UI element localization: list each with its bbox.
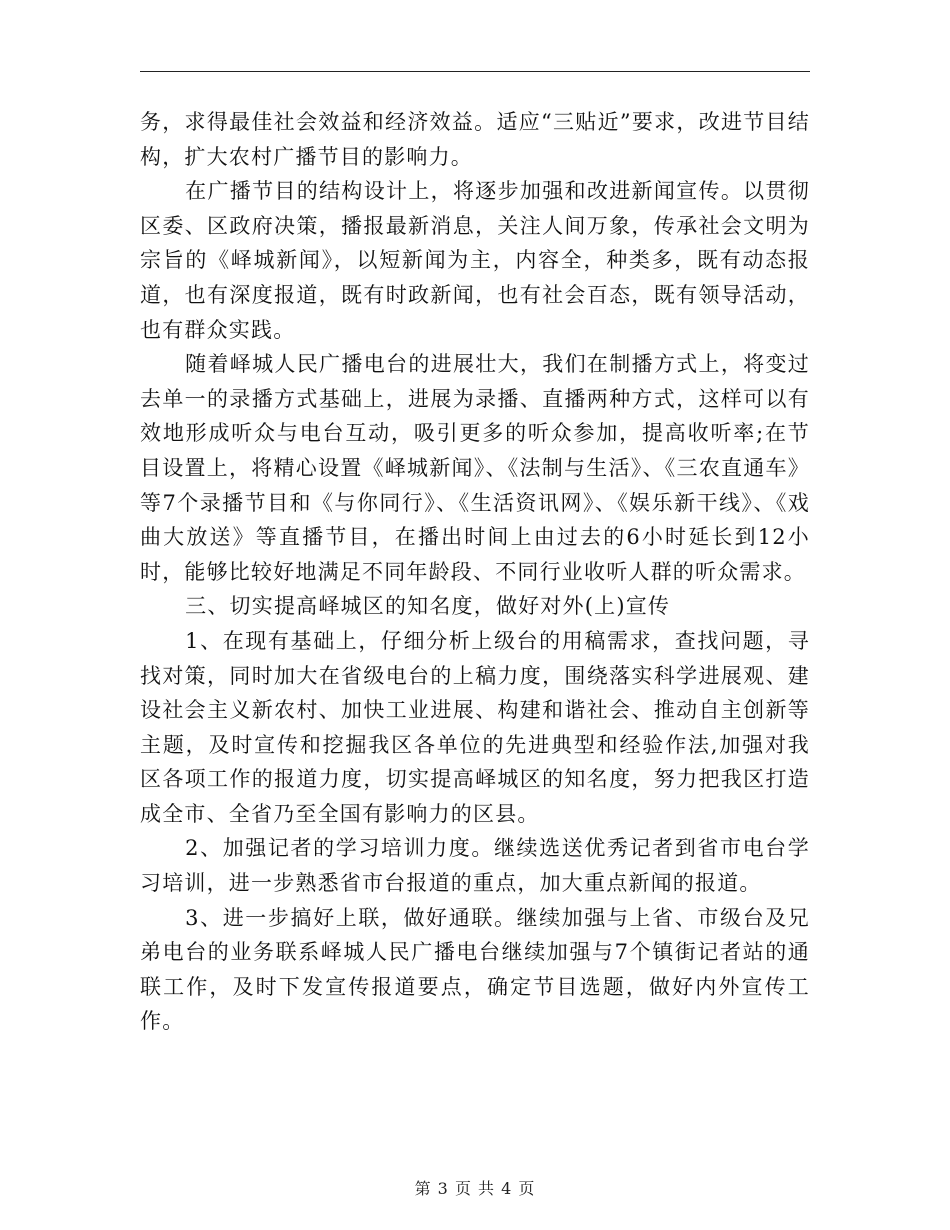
section-heading-3: 三、切实提高峄城区的知名度，做好对外(上)宣传 [185,594,671,619]
paragraph-news-structure: 在广播节目的结构设计上，将逐步加强和改进新闻宣传。以贯彻区委、区政府决策，播报最新消息，关注人间万象，传承社会文明为宗旨的《峄城新闻》，以短新闻为主，内容全，种类多，既有动态报道，也有深度报道，既有时政新闻，也有社会百态，既有领导活动，也有群众实践。 [140,179,810,342]
list-item-2: 2、加强记者的学习培训力度。继续选送优秀记者到省市电台学习培训，进一步熟悉省市台报道的重点，加大重点新闻的报道。 [140,836,810,896]
list-item-3: 3、进一步搞好上联，做好通联。继续加强与上省、市级台及兄弟电台的业务联系峄城人民广播电台继续加强与7个镇街记者站的通联工作，及时下发宣传报道要点，确定节目选题，做好内外宣传工作。 [140,905,810,1034]
header-rule [140,71,810,72]
document-body [140,105,810,1039]
paragraph-broadcast-mode: 随着峄城人民广播电台的进展壮大，我们在制播方式上，将变过去单一的录播方式基础上，进展为录播、直播两种方式，这样可以有效地形成听众与电台互动，吸引更多的听众参加，提高收听率;在节目设置上，将精心设置《峄城新闻》、《法制与生活》、《三农直通车》等7个录播节目和《与你同行》、《生活资讯网》、《娱乐新干线》、《戏曲大放送》等直播节目，在播出时间上由过去的6小时延长到12小时，能够比较好地满足不同年龄段、不同行业收听人群的听众需求。 [140,352,810,584]
paragraph-continuation: 务，求得最佳社会效益和经济效益。适应“三贴近”要求，改进节目结构，扩大农村广播节目的影响力。 [140,110,810,169]
page-number-footer: 第 3 页 共 4 页 [414,1179,536,1198]
list-item-1: 1、在现有基础上，仔细分析上级台的用稿需求，查找问题，寻找对策，同时加大在省级电台的上稿力度，围绕落实科学进展观、建设社会主义新农村、加快工业进展、构建和谐社会、推动自主创新等主题，及时宣传和挖掘我区各单位的先进典型和经验作法,加强对我区各项工作的报道力度，切实提高峄城区的知名度，努力把我区打造成全市、全省乃至全国有影响力的区县。 [140,628,810,826]
